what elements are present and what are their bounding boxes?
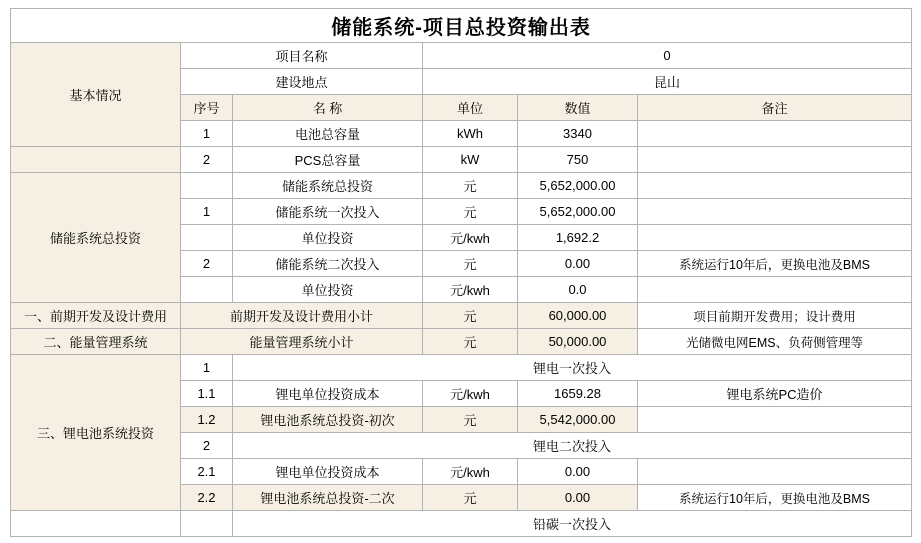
section-label-basic-cont — [11, 147, 181, 173]
cell-seq — [181, 277, 233, 303]
cell-unit: 元 — [423, 173, 518, 199]
cell-remark — [638, 147, 912, 173]
cell-unit: 元/kwh — [423, 381, 518, 407]
ems-remark: 光储微电网EMS、负荷侧管理等 — [638, 329, 912, 355]
cell-seq: 1.2 — [181, 407, 233, 433]
cell-name: 锂电单位投资成本 — [233, 459, 423, 485]
cell-seq: 1 — [181, 355, 233, 381]
cell-name: 锂电一次投入 — [233, 355, 912, 381]
header-unit: 单位 — [423, 95, 518, 121]
cell-name: 单位投资 — [233, 225, 423, 251]
cell-remark — [638, 459, 912, 485]
cell-value[interactable]: 750 — [518, 147, 638, 173]
cell-value[interactable]: 0.00 — [518, 459, 638, 485]
cell-value[interactable]: 3340 — [518, 121, 638, 147]
cell-name: 储能系统总投资 — [233, 173, 423, 199]
table-row — [11, 43, 912, 69]
cell-value[interactable]: 5,542,000.00 — [518, 407, 638, 433]
early-dev-unit: 元 — [423, 303, 518, 329]
cell-name: 铅碳一次投入 — [233, 511, 912, 537]
table-row — [11, 511, 912, 537]
cell-unit: 元/kwh — [423, 277, 518, 303]
table-row — [11, 355, 912, 381]
section-label-lithium: 三、锂电池系统投资 — [11, 355, 181, 511]
cell-remark: 锂电系统PC造价 — [638, 381, 912, 407]
cell-remark — [638, 225, 912, 251]
cell-remark — [638, 199, 912, 225]
cell-remark — [638, 407, 912, 433]
cell-remark: 系统运行10年后，更换电池及BMS — [638, 251, 912, 277]
cell-seq: 1 — [181, 121, 233, 147]
cell-unit: kWh — [423, 121, 518, 147]
cell-seq — [181, 511, 233, 537]
cell-unit: 元 — [423, 199, 518, 225]
cell-name: 单位投资 — [233, 277, 423, 303]
ems-unit: 元 — [423, 329, 518, 355]
header-remark: 备注 — [638, 95, 912, 121]
cell-unit: 元/kwh — [423, 225, 518, 251]
cell-value[interactable]: 1,692.2 — [518, 225, 638, 251]
cell-name: 储能系统一次投入 — [233, 199, 423, 225]
cell-unit: 元/kwh — [423, 459, 518, 485]
title-row — [11, 9, 912, 43]
cell-name: 锂电池系统总投资-初次 — [233, 407, 423, 433]
cell-unit: 元 — [423, 251, 518, 277]
ems-value[interactable]: 50,000.00 — [518, 329, 638, 355]
cell-seq: 1.1 — [181, 381, 233, 407]
early-dev-name: 前期开发及设计费用小计 — [181, 303, 423, 329]
early-dev-remark: 项目前期开发费用；设计费用 — [638, 303, 912, 329]
cell-seq: 2 — [181, 147, 233, 173]
cell-value[interactable]: 0.00 — [518, 251, 638, 277]
cell-name: 储能系统二次投入 — [233, 251, 423, 277]
section-label-early-dev: 一、前期开发及设计费用 — [11, 303, 181, 329]
ems-name: 能量管理系统小计 — [181, 329, 423, 355]
cell-seq — [181, 173, 233, 199]
header-value: 数值 — [518, 95, 638, 121]
cell-value[interactable]: 0.00 — [518, 485, 638, 511]
cell-seq: 2.1 — [181, 459, 233, 485]
cell-value[interactable]: 0.0 — [518, 277, 638, 303]
cell-seq: 2.2 — [181, 485, 233, 511]
cell-seq: 2 — [181, 251, 233, 277]
basic-value-project-name[interactable]: 0 — [423, 43, 912, 69]
cell-value[interactable]: 5,652,000.00 — [518, 199, 638, 225]
cell-value[interactable]: 1659.28 — [518, 381, 638, 407]
basic-label-project-name: 项目名称 — [181, 43, 423, 69]
section-label-total-invest: 储能系统总投资 — [11, 173, 181, 303]
cell-unit: 元 — [423, 485, 518, 511]
cell-value[interactable]: 5,652,000.00 — [518, 173, 638, 199]
cell-name: 电池总容量 — [233, 121, 423, 147]
cell-unit: kW — [423, 147, 518, 173]
cell-name: 锂电二次投入 — [233, 433, 912, 459]
table-row — [11, 147, 912, 173]
section-label-basic: 基本情况 — [11, 43, 181, 147]
early-dev-value[interactable]: 60,000.00 — [518, 303, 638, 329]
cell-remark — [638, 173, 912, 199]
cell-name: 锂电池系统总投资-二次 — [233, 485, 423, 511]
cell-seq: 1 — [181, 199, 233, 225]
investment-table — [10, 8, 912, 537]
header-seq: 序号 — [181, 95, 233, 121]
cell-seq — [181, 225, 233, 251]
cell-remark — [638, 277, 912, 303]
section-label-lead-carbon — [11, 511, 181, 537]
header-name: 名 称 — [233, 95, 423, 121]
cell-unit: 元 — [423, 407, 518, 433]
table-row — [11, 329, 912, 355]
table-row — [11, 173, 912, 199]
table-row — [11, 303, 912, 329]
cell-name: PCS总容量 — [233, 147, 423, 173]
cell-name: 锂电单位投资成本 — [233, 381, 423, 407]
cell-remark — [638, 121, 912, 147]
cell-seq: 2 — [181, 433, 233, 459]
section-label-ems: 二、能量管理系统 — [11, 329, 181, 355]
page-title: 储能系统-项目总投资输出表 — [11, 9, 912, 43]
basic-value-location[interactable]: 昆山 — [423, 69, 912, 95]
basic-label-location: 建设地点 — [181, 69, 423, 95]
cell-remark: 系统运行10年后，更换电池及BMS — [638, 485, 912, 511]
